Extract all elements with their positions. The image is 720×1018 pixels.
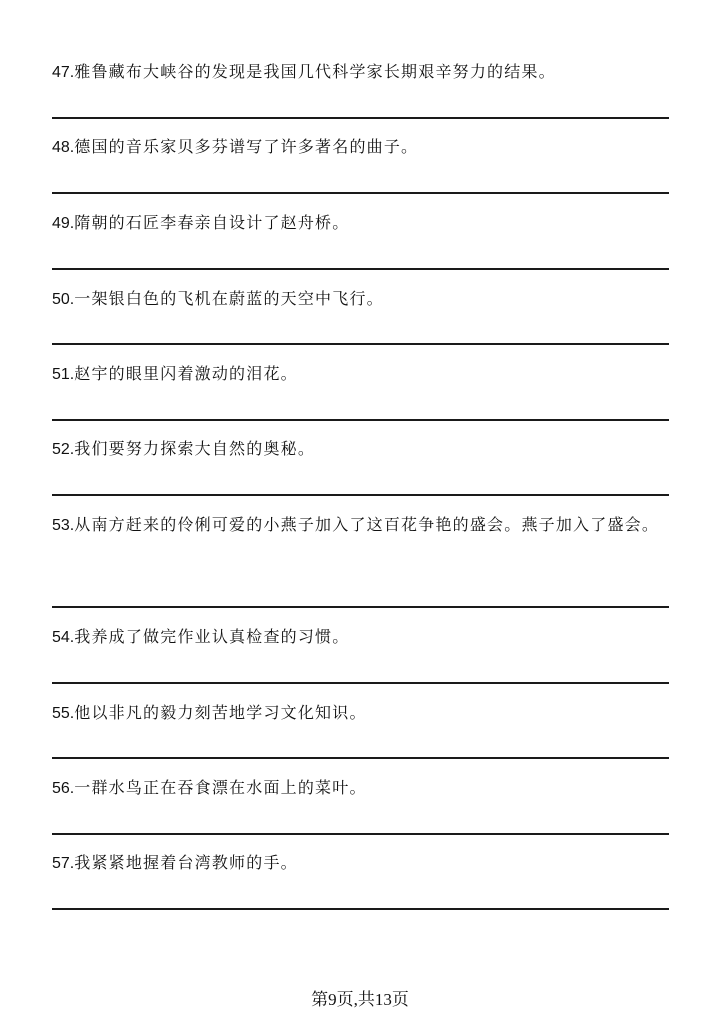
question-48	[52, 130, 668, 164]
question-number: 49.	[52, 215, 75, 232]
question-text: 从南方赶来的伶俐可爱的小燕子加入了这百花争艳的盛会。燕子加入了盛会。	[74, 515, 660, 534]
answer-line-54	[52, 682, 669, 684]
question-56	[52, 771, 668, 805]
question-text: 雅鲁藏布大峡谷的发现是我国几代科学家长期艰辛努力的结果。	[74, 62, 556, 81]
question-number: 52.	[52, 441, 75, 458]
question-number: 56.	[52, 780, 75, 797]
answer-line-47	[52, 117, 669, 119]
question-number: 57.	[52, 855, 75, 872]
question-51	[52, 357, 668, 391]
page-number: 第9页,共13页	[311, 990, 409, 1009]
answer-line-57	[52, 908, 669, 910]
question-52	[52, 432, 668, 466]
question-49	[52, 206, 668, 240]
question-text: 我们要努力探索大自然的奥秘。	[74, 439, 316, 458]
question-47	[52, 55, 668, 89]
question-number: 53.	[52, 517, 75, 534]
question-number: 55.	[52, 705, 75, 722]
question-text: 他以非凡的毅力刻苦地学习文化知识。	[74, 703, 367, 722]
answer-line-52	[52, 494, 669, 496]
question-54	[52, 620, 668, 654]
question-50	[52, 282, 668, 316]
question-57	[52, 846, 668, 880]
question-number: 54.	[52, 629, 75, 646]
question-number: 51.	[52, 366, 75, 383]
question-text: 我养成了做完作业认真检查的习惯。	[74, 627, 350, 646]
question-53	[52, 508, 668, 542]
question-text: 隋朝的石匠李春亲自设计了赵舟桥。	[74, 213, 350, 232]
answer-line-48	[52, 192, 669, 194]
answer-line-56	[52, 833, 669, 835]
question-number: 50.	[52, 291, 75, 308]
question-number: 47.	[52, 64, 75, 81]
answer-line-49	[52, 268, 669, 270]
question-text: 一群水鸟正在吞食漂在水面上的菜叶。	[74, 778, 367, 797]
answer-line-51	[52, 419, 669, 421]
question-number: 48.	[52, 139, 75, 156]
answer-line-55	[52, 757, 669, 759]
question-text: 我紧紧地握着台湾教师的手。	[74, 853, 298, 872]
answer-line-53	[52, 606, 669, 608]
question-text: 一架银白色的飞机在蔚蓝的天空中飞行。	[74, 289, 384, 308]
question-55	[52, 696, 668, 730]
question-text: 德国的音乐家贝多芬谱写了许多著名的曲子。	[74, 137, 419, 156]
answer-line-50	[52, 343, 669, 345]
question-text: 赵宇的眼里闪着激动的泪花。	[74, 364, 298, 383]
